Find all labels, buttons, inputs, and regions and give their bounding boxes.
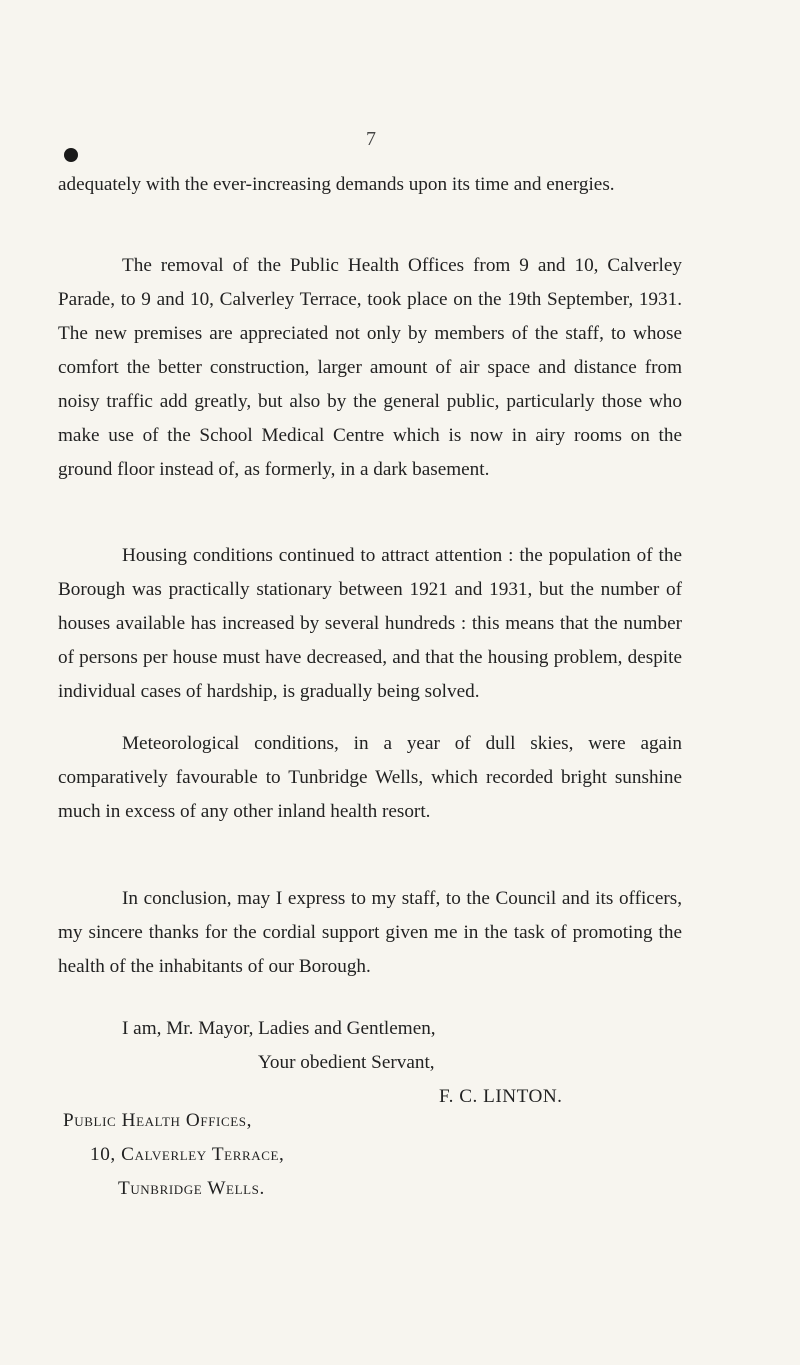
page-number: 7 bbox=[366, 128, 376, 150]
address-line-2: 10, Calverley Terrace, bbox=[90, 1144, 285, 1165]
paragraph-office-removal: The removal of the Public Health Offices from 9 and 10, Calverley Parade, to 9 and 10, Calverley Terrace, took place on the 19th September, 1931. The new premises are appreciated not only by members of the staff, to whose comfort the better construction, larger amount of air space and distance from noisy traffic add greatly, but also by the general public, particularly those who make use of the School Medical Centre which is now in airy rooms on the ground floor instead of, as formerly, in a dark basement. bbox=[58, 255, 682, 480]
paragraph-housing: Housing conditions continued to attract attention : the population of the Borough was practically stationary between 1921 and 1931, but the number of houses available has increased by several hundreds : this means that the number of persons per house must have decreased, and that the housing problem, despite individual cases of hardship, is gradually being solved. bbox=[58, 545, 682, 702]
salutation: I am, Mr. Mayor, Ladies and Gentlemen, bbox=[122, 1018, 436, 1039]
ink-blot bbox=[64, 148, 78, 162]
paragraph-meteorological: Meteorological conditions, in a year of dull skies, were again comparatively favourable to Tunbridge Wells, which recorded bright sunshine much in excess of any other inland health resort. bbox=[58, 733, 682, 822]
valediction: Your obedient Servant, bbox=[258, 1052, 435, 1073]
signature: F. C. LINTON. bbox=[439, 1086, 563, 1107]
address-line-3: Tunbridge Wells. bbox=[118, 1178, 265, 1199]
paragraph-continuation: adequately with the ever-increasing demands upon its time and energies. bbox=[58, 174, 615, 195]
paragraph-conclusion: In conclusion, may I express to my staff, to the Council and its officers, my sincere thanks for the cordial support given me in the task of promoting the health of the inhabitants of our Borough. bbox=[58, 888, 682, 977]
address-line-1: Public Health Offices, bbox=[63, 1110, 253, 1131]
